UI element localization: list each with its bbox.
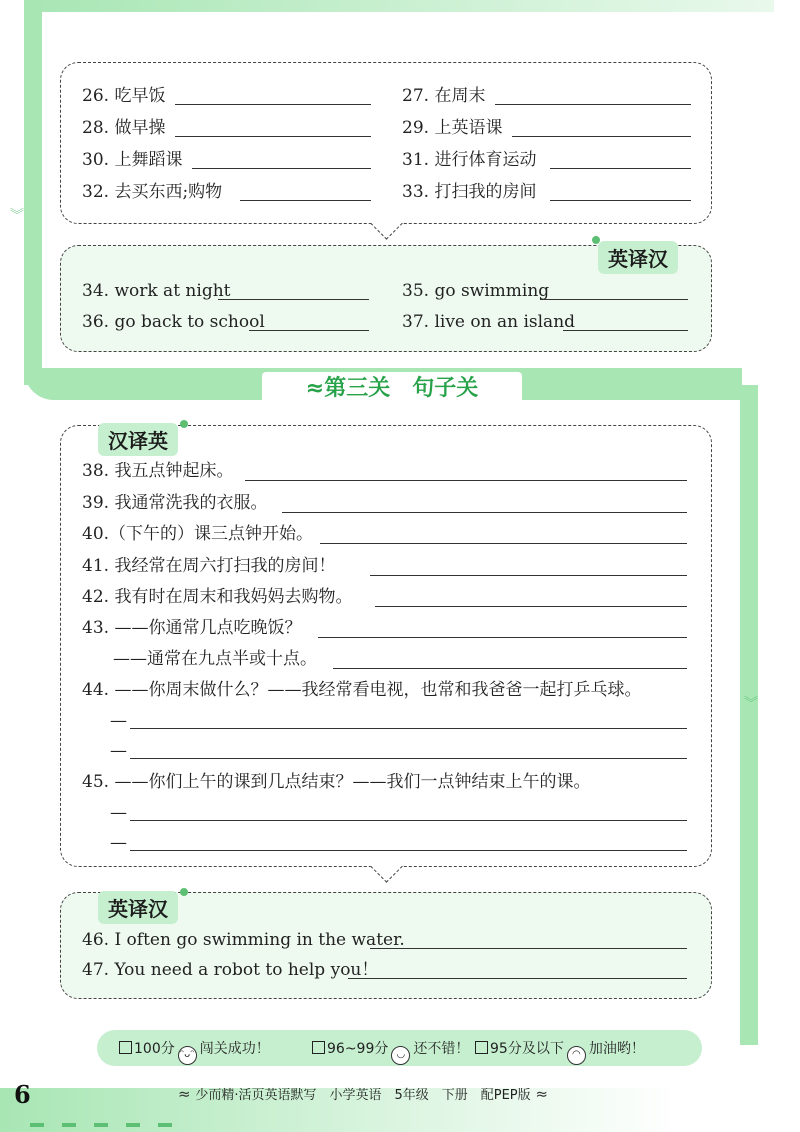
question-39: 39. 我通常洗我的衣服。 <box>82 493 268 513</box>
question-33: 33. 打扫我的房间 <box>402 182 537 202</box>
answer-47[interactable] <box>348 978 687 979</box>
answer-30[interactable] <box>192 168 371 169</box>
score-option-96-99[interactable] <box>312 1038 469 1065</box>
score-label: 100分 <box>134 1041 175 1057</box>
score-message: 加油哟！ <box>588 1041 645 1057</box>
answer-45b[interactable] <box>130 850 687 851</box>
wave-icon: ≈ <box>530 1085 548 1103</box>
question-37: 37. live on an island <box>402 312 576 332</box>
answer-40[interactable] <box>320 543 687 544</box>
answer-dash: — <box>110 833 127 853</box>
question-30: 30. 上舞蹈课 <box>82 150 183 170</box>
answer-33[interactable] <box>550 200 691 201</box>
score-message: 还不错！ <box>413 1041 470 1057</box>
question-26: 26. 吃早饭 <box>82 86 166 106</box>
answer-dash: — <box>110 803 127 823</box>
question-34: 34. work at night <box>82 281 231 301</box>
question-36: 36. go back to school <box>82 312 265 332</box>
score-label: 95分及以下 <box>490 1041 564 1057</box>
answer-44a[interactable] <box>130 728 687 729</box>
tag-en-zh-2: 英译汉 <box>98 891 178 924</box>
score-bar <box>97 1030 702 1066</box>
answer-43b[interactable] <box>333 668 687 669</box>
answer-41[interactable] <box>370 575 687 576</box>
question-47: 47. You need a robot to help you！ <box>82 960 379 980</box>
answer-46[interactable] <box>370 948 687 949</box>
page-number: 6 <box>14 1080 31 1109</box>
cheer-face-icon: ◠ <box>567 1046 586 1065</box>
answer-36[interactable] <box>249 330 369 331</box>
section-title: ≈第三关 句子关 <box>262 372 522 406</box>
question-32: 32. 去买东西;购物 <box>82 182 223 202</box>
frame-left <box>24 0 42 385</box>
smile-face-icon: ◡ <box>391 1046 410 1065</box>
footer-dashes <box>30 1123 180 1127</box>
frame-right <box>740 385 758 1045</box>
score-label: 96~99分 <box>327 1041 389 1057</box>
chevron-decoration-icon: ︾ <box>744 696 758 712</box>
answer-dash: — <box>110 741 127 761</box>
answer-35[interactable] <box>540 299 688 300</box>
answer-32[interactable] <box>240 200 371 201</box>
answer-38[interactable] <box>245 480 687 481</box>
question-43-reply: ——通常在九点半或十点。 <box>113 649 317 669</box>
answer-43a[interactable] <box>318 637 687 638</box>
answer-39[interactable] <box>282 512 687 513</box>
answer-37[interactable] <box>563 330 688 331</box>
answer-dash: — <box>110 711 127 731</box>
book-title: 少而精·活页英语默写 小学英语 5年级 下册 配PEP版 <box>195 1088 531 1103</box>
footer-book-title <box>178 1084 548 1103</box>
tag-zh-en: 汉译英 <box>98 423 178 456</box>
tag-dot <box>180 888 188 896</box>
question-43: 43. ——你通常几点吃晚饭？ <box>82 618 302 638</box>
question-28: 28. 做早操 <box>82 118 166 138</box>
question-42: 42. 我有时在周末和我妈妈去购物。 <box>82 587 353 607</box>
checkbox-icon[interactable] <box>312 1041 325 1054</box>
question-41: 41. 我经常在周六打扫我的房间！ <box>82 556 336 576</box>
answer-27[interactable] <box>495 104 691 105</box>
question-38: 38. 我五点钟起床。 <box>82 461 234 481</box>
question-44: 44. ——你周末做什么？——我经常看电视，也常和我爸爸一起打乒乓球。 <box>82 680 642 700</box>
answer-45a[interactable] <box>130 820 687 821</box>
question-29: 29. 上英语课 <box>402 118 503 138</box>
question-31: 31. 进行体育运动 <box>402 150 537 170</box>
score-option-100[interactable] <box>119 1038 270 1065</box>
laughing-face-icon: ᵔᴗᵔ <box>178 1046 197 1065</box>
answer-42[interactable] <box>375 606 687 607</box>
checkbox-icon[interactable] <box>475 1041 488 1054</box>
frame-top <box>24 0 774 12</box>
answer-28[interactable] <box>175 136 371 137</box>
answer-34[interactable] <box>218 299 369 300</box>
chevron-decoration-icon: ︾ <box>10 208 24 224</box>
tag-en-zh: 英译汉 <box>598 241 678 274</box>
answer-29[interactable] <box>512 136 691 137</box>
wave-icon: ≈ <box>178 1085 196 1103</box>
question-27: 27. 在周末 <box>402 86 486 106</box>
answer-26[interactable] <box>175 104 371 105</box>
score-message: 闯关成功！ <box>199 1041 270 1057</box>
score-option-95-below[interactable] <box>475 1038 645 1065</box>
question-35: 35. go swimming <box>402 281 550 301</box>
question-40: 40.（下午的）课三点钟开始。 <box>82 524 314 544</box>
answer-31[interactable] <box>550 168 691 169</box>
checkbox-icon[interactable] <box>119 1041 132 1054</box>
tag-dot <box>180 420 188 428</box>
answer-44b[interactable] <box>130 758 687 759</box>
question-45: 45. ——你们上午的课到几点结束？——我们一点钟结束上午的课。 <box>82 772 591 792</box>
question-46: 46. I often go swimming in the water. <box>82 930 405 950</box>
